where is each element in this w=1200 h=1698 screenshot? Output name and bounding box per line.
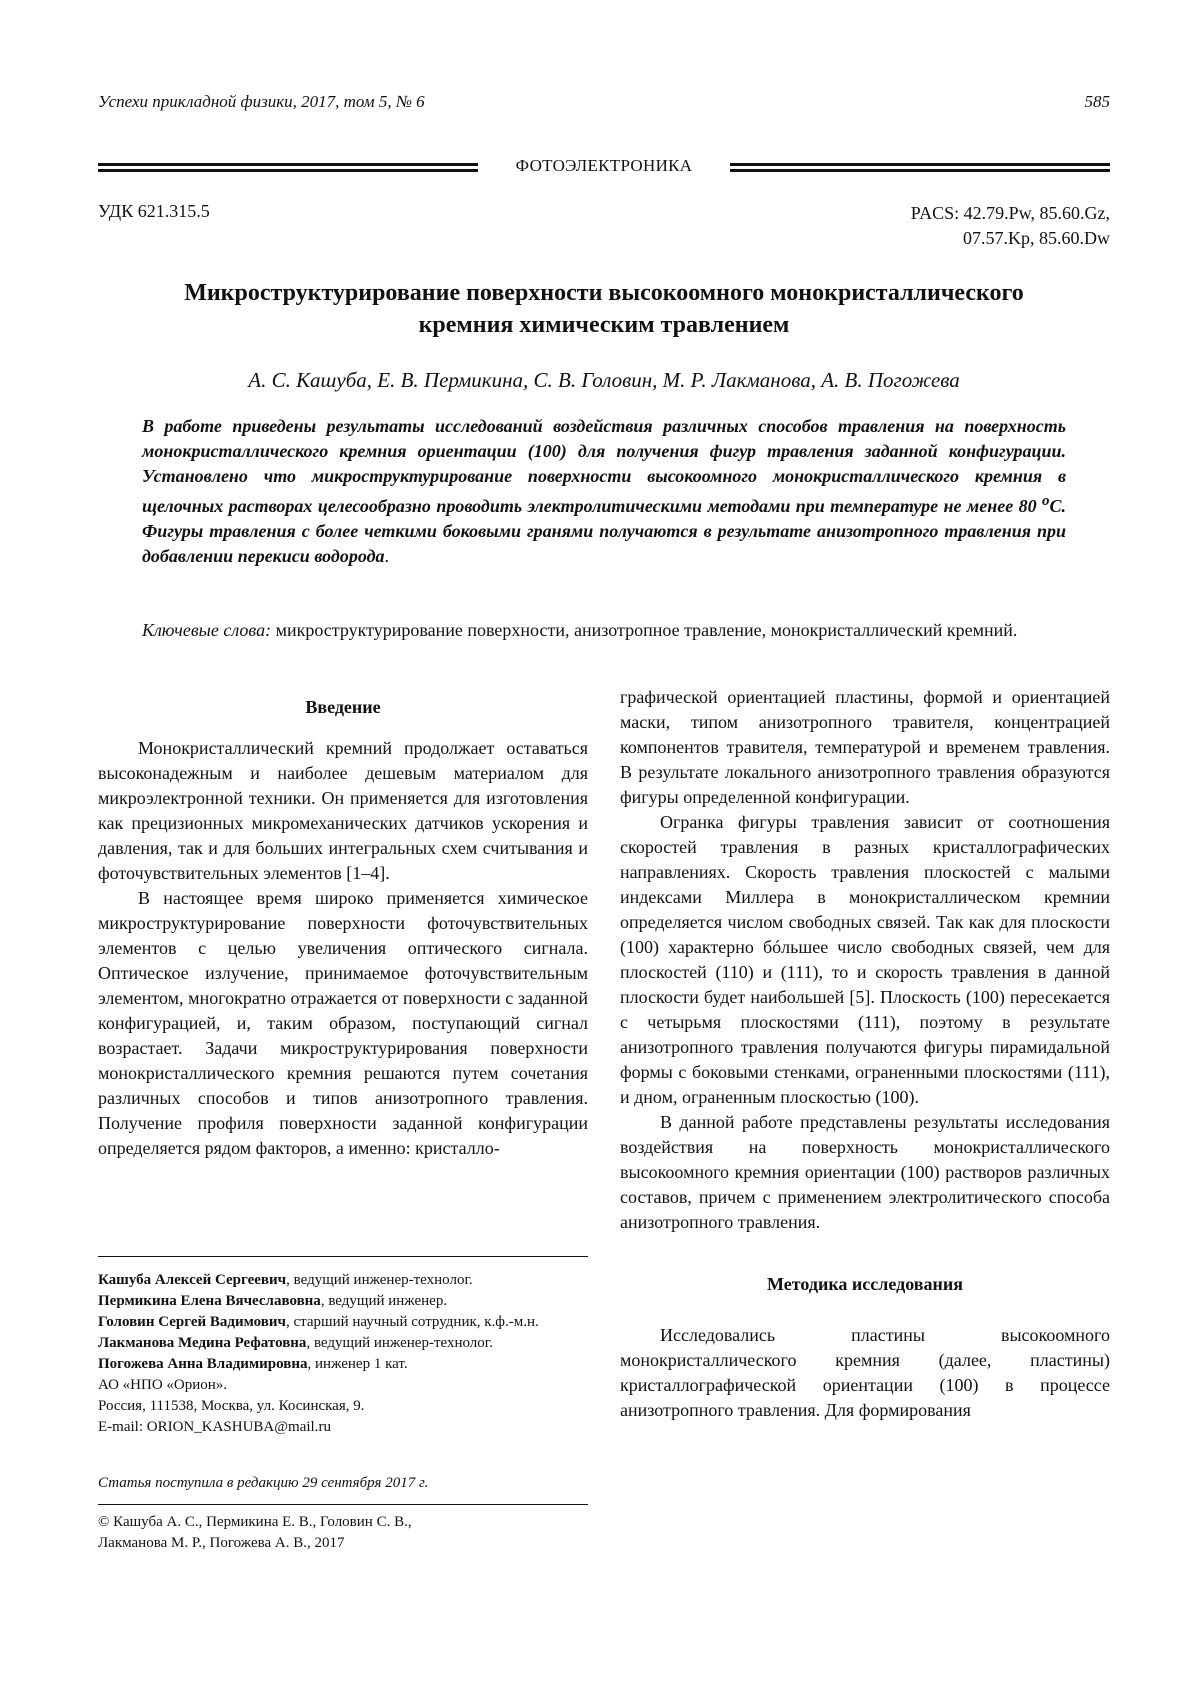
paragraph: графической ориентацией пластины, формой и ориентацией маски, типом анизотропного травителя, концентрацией компонентов травителя, температурой и временем травления. В результате локального анизотропного травления образуются фигуры определенной конфигурации. — [620, 687, 1110, 807]
paragraph: Исследовались пластины высокоомного монокристаллического кремния (далее, пластины) кристаллографической ориентации (100) в процессе анизотропного травления. Для формирования — [620, 1325, 1110, 1420]
organization: АО «НПО «Орион». — [98, 1377, 228, 1393]
paragraph: В данной работе представлены результаты исследования воздействия на поверхность монокристаллического высокоомного кремния ориентации (100) растворов различных составов, причем с применением электролитического способа анизотропного травления. — [620, 1112, 1110, 1232]
author-name: Лакманова Медина Рефатовна — [98, 1335, 307, 1351]
author-name: Погожева Анна Владимировна — [98, 1356, 308, 1372]
affiliation-row — [98, 1354, 588, 1375]
udk-code: УДК 621.315.5 — [98, 201, 210, 221]
copyright-line-2: Лакманова М. Р., Погожева А. В., 2017 — [98, 1535, 345, 1551]
keywords-text: микроструктурирование поверхности, анизотропное травление, монокристаллический кремний. — [271, 620, 1018, 640]
rule-left — [98, 163, 478, 172]
author-name: Кашуба Алексей Сергеевич — [98, 1272, 287, 1288]
email: E-mail: ORION_KASHUBA@mail.ru — [98, 1419, 331, 1435]
affiliation-row — [98, 1270, 588, 1291]
author-role: , ведущий инженер-технолог. — [286, 1272, 473, 1288]
section-banner — [98, 156, 1110, 178]
paragraph: В настоящее время широко применяется химическое микроструктурирование поверхности фоточувствительных элементов с целью увеличения оптического сигнала. Оптическое излучение, принимаемое фоточувствительным элементом, многократно отражается от поверхности с заданной конфигурацией, и, таким образом, поступающий сигнал возрастает. Задачи микроструктурирования поверхности монокристаллического кремния решаются путем сочетания различных способов и типов анизотропного травления. Получение профиля поверхности заданной конфигурации определяется рядом факторов, а именно: кристалло- — [98, 888, 588, 1158]
author-name: Головин Сергей Вадимович — [98, 1314, 286, 1330]
journal-citation: Успехи прикладной физики, 2017, том 5, № 6 — [98, 92, 425, 111]
abstract-text-1: В работе приведены результаты исследований воздействия различных способов травления на поверхность монокристаллического кремния ориентации (100) для получения фигур травления заданной конфигурации. Установлено что микроструктурирование поверхности высокоомного монокристаллического кремния в щелочных растворах целесообразно проводить электролитическими методами при температуре не менее 80 — [142, 416, 1066, 516]
right-column — [620, 685, 1110, 1423]
copyright-line-1: © Кашуба А. С., Пермикина Е. В., Головин С. В., — [98, 1514, 412, 1530]
keywords — [142, 618, 1066, 643]
author-list: А. С. Кашуба, Е. В. Пермикина, С. В. Головин, М. Р. Лакманова, А. В. Погожева — [248, 368, 960, 392]
degree-mark: o — [1041, 493, 1050, 509]
affiliation-row — [98, 1291, 588, 1312]
pacs-line-1: PACS: 42.79.Pw, 85.60.Gz, — [910, 203, 1110, 223]
paragraph: Огранка фигуры травления зависит от соотношения скоростей травления в разных кристаллографических направлениях. Скорость травления плоскостей с малыми индексами Миллера в монокристаллическом кремнии определяется числом свободных связей. Так как для плоскости (100) характерно бóльшее число свободных связей, чем для плоскостей (110) и (111), то и скорость травления в данной плоскости будет наибольшей [5]. Плоскость (100) пересекается с четырьмя плоскостями (111), поэтому в результате анизотропного травления получаются фигуры пирамидальной формы с боковыми стенками, ограненными плоскостями (111), и дном, ограненным плоскостью (100). — [620, 812, 1110, 1107]
author-role: , ведущий инженер. — [320, 1293, 448, 1309]
heading-introduction: Введение — [305, 697, 381, 717]
heading-methods: Методика исследования — [767, 1274, 963, 1294]
running-header — [98, 92, 1110, 112]
author-role: , ведущий инженер-технолог. — [306, 1335, 493, 1351]
abstract-end: . — [384, 546, 390, 566]
author-role: , инженер 1 кат. — [307, 1356, 408, 1372]
author-affiliations — [98, 1270, 588, 1438]
author-role: , старший научный сотрудник, к.ф.-м.н. — [285, 1314, 539, 1330]
title-line-2: кремния химическим травлением — [418, 312, 790, 338]
left-column — [98, 695, 588, 1161]
paragraph: Монокристаллический кремний продолжает оставаться высоконадежным и наиболее дешевым материалом для микроэлектронной техники. Он применяется для изготовления как прецизионных микромеханических датчиков ускорения и давления, так и для больших интегральных схем считывания и фоточувствительных элементов [1–4]. — [98, 738, 588, 883]
section-label: ФОТОЭЛЕКТРОНИКА — [515, 156, 693, 175]
pacs-line-2: 07.57.Kp, 85.60.Dw — [963, 228, 1110, 248]
keywords-label: Ключевые слова: — [142, 620, 272, 640]
received-date: Статья поступила в редакцию 29 сентября 2017 г. — [98, 1475, 429, 1491]
article-title — [98, 277, 1110, 341]
abstract — [142, 414, 1066, 569]
abstract-text-2: С. Фигуры травления с более четкими боковыми гранями получаются в результате анизотропного травления при добавлении перекиси водорода — [142, 496, 1066, 566]
affiliation-row — [98, 1333, 588, 1354]
copyright-divider — [98, 1504, 588, 1505]
footnote-divider — [98, 1256, 588, 1257]
rule-right — [730, 163, 1110, 172]
title-line-1: Микроструктурирование поверхности высокоомного монокристаллического — [184, 280, 1024, 306]
page-number: 585 — [1084, 92, 1110, 111]
address: Россия, 111538, Москва, ул. Косинская, 9. — [98, 1398, 365, 1414]
pacs-codes — [911, 201, 1110, 251]
author-name: Пермикина Елена Вячеславовна — [98, 1293, 321, 1309]
copyright — [98, 1512, 588, 1554]
affiliation-row — [98, 1312, 588, 1333]
